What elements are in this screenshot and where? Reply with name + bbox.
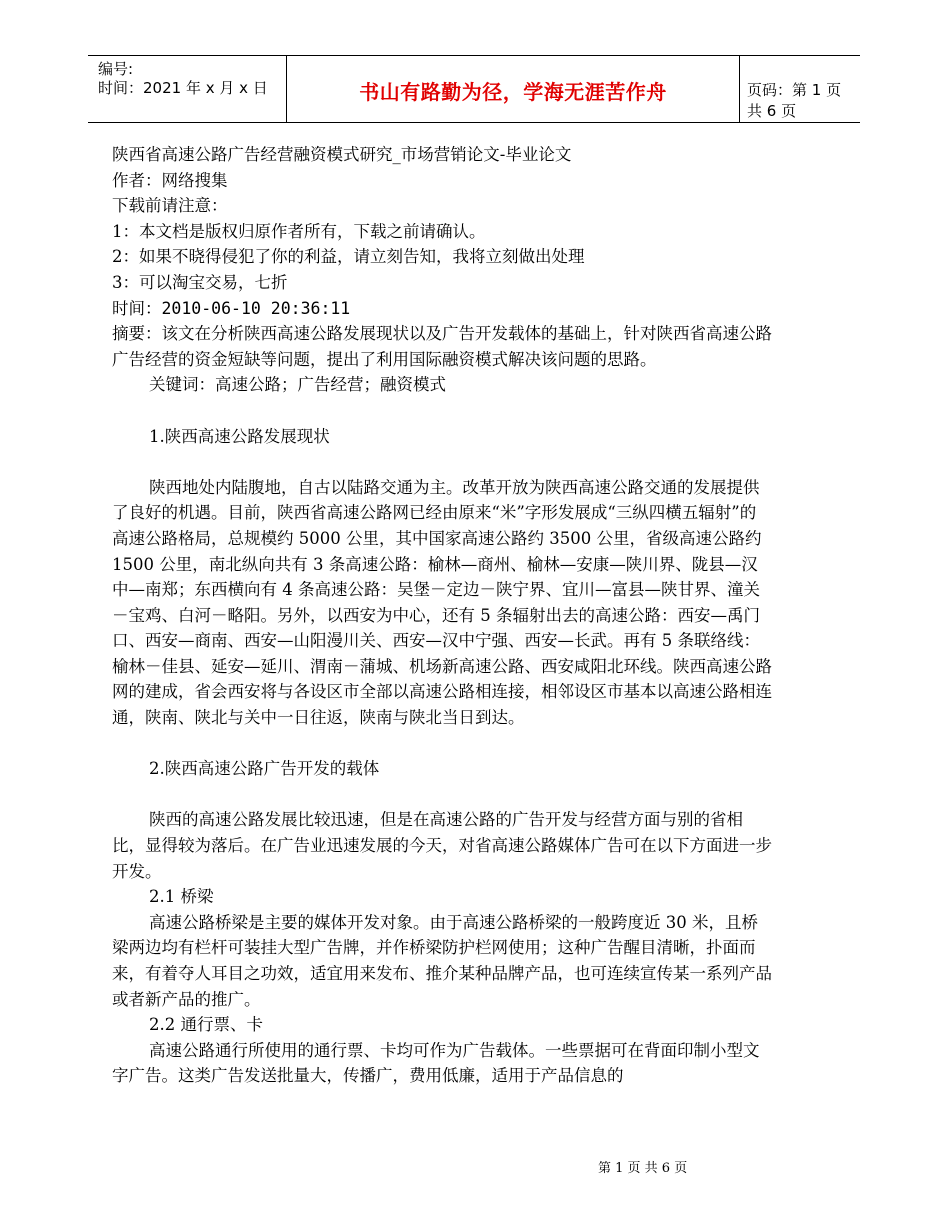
header-center-cell xyxy=(286,56,740,122)
section-2-2-heading: 2.2 通行票、卡 xyxy=(149,1015,263,1035)
section-2-2-body: 高速公路通行所使用的通行票、卡均可作为广告载体。一些票据可在背面印制小型文字广告。这类广告发送批量大，传播广，费用低廉，适用于产品信息的 xyxy=(112,1040,760,1086)
page-footer: 第 1 页 共 6 页 xyxy=(598,1161,688,1176)
notice-heading: 下载前请注意： xyxy=(112,196,228,216)
section-1-body: 陕西地处内陆腹地，自古以陆路交通为主。改革开放为陕西高速公路交通的发展提供了良好的机遇。目前，陕西省高速公路网已经由原来“米”字形发展成“三纵四横五辐射”的高速公路格局，总规模约 5000 公里，其中国家高速公路约 3500 公里，省级高速公路约 1500 公里，南北纵向共有 3 条高速公路：榆林—商州、榆林—安康—陕川界、陇县—汉中—南郑；东西横向有 4 条高速公路：吴堡－定边－陕宁界、宜川—富县—陕甘界、潼关－宝鸡、白河－略阳。另外，以西安为中心，还有 5 条辐射出去的高速公路：西安—禹门口、西安—商南、西安—山阳漫川关、西安—汉中宁强、西安—长武。再有 5 条联络线：榆林－佳县、延安—延川、渭南－蒲城、机场新高速公路、西安咸阳北环线。陕西高速公路网的建成，省会西安将与各设区市全部以高速公路相连接，相邻设区市基本以高速公路相连通，陕南、陕北与关中一日往返，陕南与陕北当日到达。 xyxy=(112,477,772,728)
publish-time: 时间：2010-06-10 20:36:11 xyxy=(112,298,351,318)
time-label: 时间：2021 年 x 月 x 日 xyxy=(98,79,268,97)
section-1-heading: 1.陕西高速公路发展现状 xyxy=(149,426,330,446)
doc-title: 陕西省高速公路广告经营融资模式研究_市场营销论文-毕业论文 xyxy=(112,145,572,164)
section-2-heading: 2.陕西高速公路广告开发的载体 xyxy=(149,759,380,779)
section-2-1-body: 高速公路桥梁是主要的媒体开发对象。由于高速公路桥梁的一般跨度近 30 米，且桥梁两边均有栏杆可装挂大型广告牌，并作桥梁防护栏网使用；这种广告醒目清晰，扑面而来，有着夺人耳目之功效，适宜用来发布、推介某种品牌产品，也可连续宣传某一系列产品或者新产品的推广。 xyxy=(112,912,772,1009)
document-body xyxy=(112,142,772,1089)
page-info: 页码：第 1 页 共 6 页 xyxy=(747,81,842,120)
section-2-1-heading: 2.1 桥梁 xyxy=(149,887,214,907)
author-line: 作者：网络搜集 xyxy=(112,170,228,190)
header-left-cell xyxy=(88,56,286,122)
header-right-cell xyxy=(739,56,860,122)
section-2-body: 陕西的高速公路发展比较迅速，但是在高速公路的广告开发与经营方面与别的省相比，显得较为落后。在广告业迅速发展的今天，对省高速公路媒体广告可在以下方面进一步开发。 xyxy=(112,810,772,881)
abstract: 摘要：该文在分析陕西高速公路发展现状以及广告开发载体的基础上，针对陕西省高速公路广告经营的资金短缺等问题，提出了利用国际融资模式解决该问题的思路。 xyxy=(112,324,772,369)
number-label: 编号: xyxy=(98,60,134,78)
motto: 书山有路勤为径，学海无涯苦作舟 xyxy=(359,80,667,104)
notice-item-2: 2：如果不晓得侵犯了你的利益，请立刻告知，我将立刻做出处理 xyxy=(112,247,585,267)
notice-item-1: 1：本文档是版权归原作者所有，下载之前请确认。 xyxy=(112,221,486,241)
keywords: 关键词：高速公路；广告经营；融资模式 xyxy=(149,375,446,395)
notice-item-3: 3：可以淘宝交易，七折 xyxy=(112,272,288,292)
header-table xyxy=(88,55,860,123)
